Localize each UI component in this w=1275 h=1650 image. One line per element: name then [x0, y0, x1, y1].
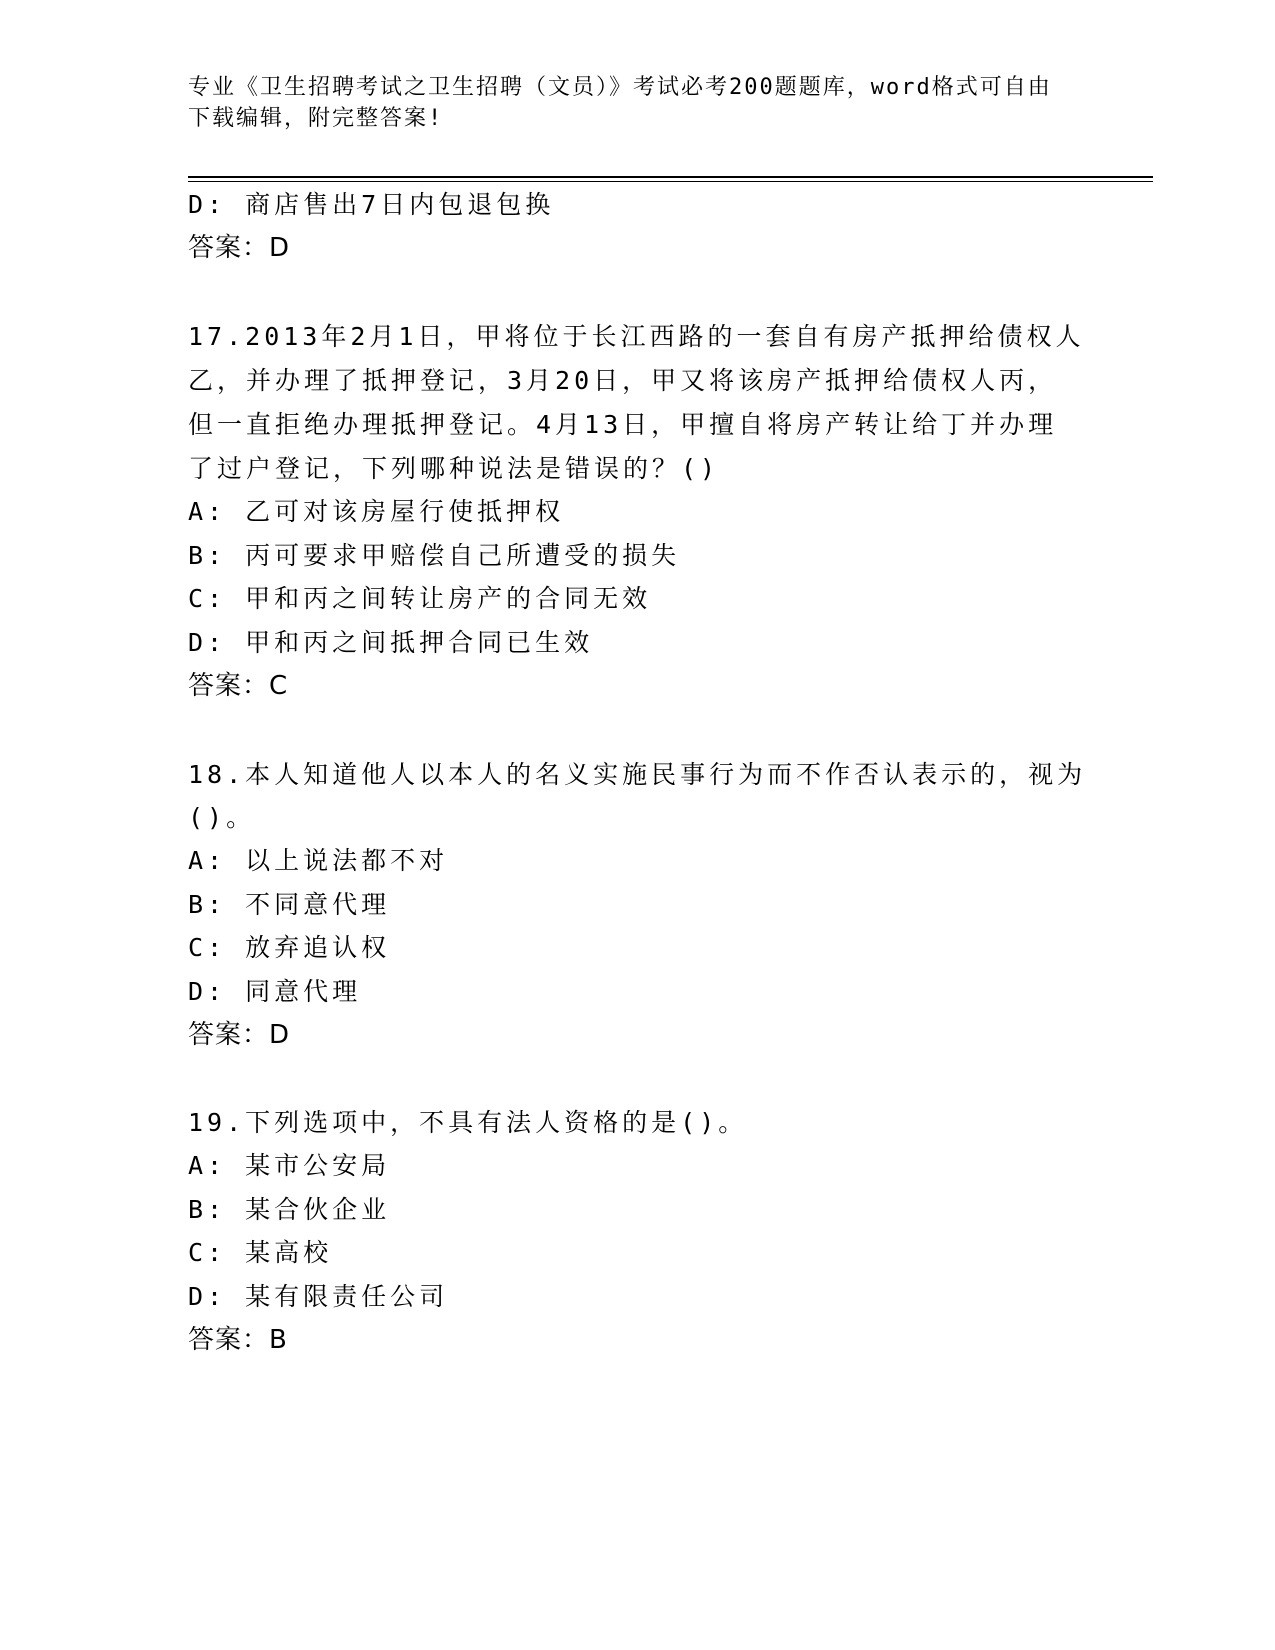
q18-option-b: B: 不同意代理 [188, 890, 391, 919]
q17-stem-line-3: 但一直拒绝办理抵押登记。4月13日，甲擅自将房产转让给丁并办理 [188, 410, 1058, 439]
q18-answer: 答案：D [188, 1020, 291, 1050]
q17-answer: 答案：C [188, 671, 289, 701]
q19-option-b: B: 某合伙企业 [188, 1195, 391, 1224]
q19-answer: 答案：B [188, 1325, 288, 1355]
q19-option-d: D: 某有限责任公司 [188, 1282, 449, 1311]
page-header: 专业《卫生招聘考试之卫生招聘（文员）》考试必考200题题库，word格式可自由下载编辑，附完整答案! [188, 75, 1052, 131]
prev-answer: 答案：D [188, 233, 291, 263]
q17-stem-line-4: 了过户登记，下列哪种说法是错误的？() [188, 454, 720, 483]
q17-stem-line-1: 17.2013年2月1日，甲将位于长江西路的一套自有房产抵押给债权人 [188, 322, 1085, 351]
q18-stem-line-1: 18.本人知道他人以本人的名义实施民事行为而不作否认表示的，视为 [188, 760, 1087, 789]
q19-option-c: C: 某高校 [188, 1238, 333, 1267]
q19-option-a: A: 某市公安局 [188, 1151, 391, 1180]
header-rule-thin [188, 181, 1153, 182]
q17-option-d: D: 甲和丙之间抵押合同已生效 [188, 628, 594, 657]
prev-option-d: D: 商店售出7日内包退包换 [188, 190, 555, 219]
header-rule-thick [188, 176, 1153, 178]
q18-option-a: A: 以上说法都不对 [188, 846, 449, 875]
q18-stem-line-2: ()。 [188, 803, 256, 832]
q18-option-c: C: 放弃追认权 [188, 933, 391, 962]
q17-stem-line-2: 乙，并办理了抵押登记，3月20日，甲又将该房产抵押给债权人丙， [188, 366, 1058, 395]
q17-option-c: C: 甲和丙之间转让房产的合同无效 [188, 584, 652, 613]
q17-option-b: B: 丙可要求甲赔偿自己所遭受的损失 [188, 541, 681, 570]
q17-option-a: A: 乙可对该房屋行使抵押权 [188, 497, 565, 526]
q19-stem-line-1: 19.下列选项中，不具有法人资格的是()。 [188, 1108, 748, 1137]
q18-option-d: D: 同意代理 [188, 977, 362, 1006]
